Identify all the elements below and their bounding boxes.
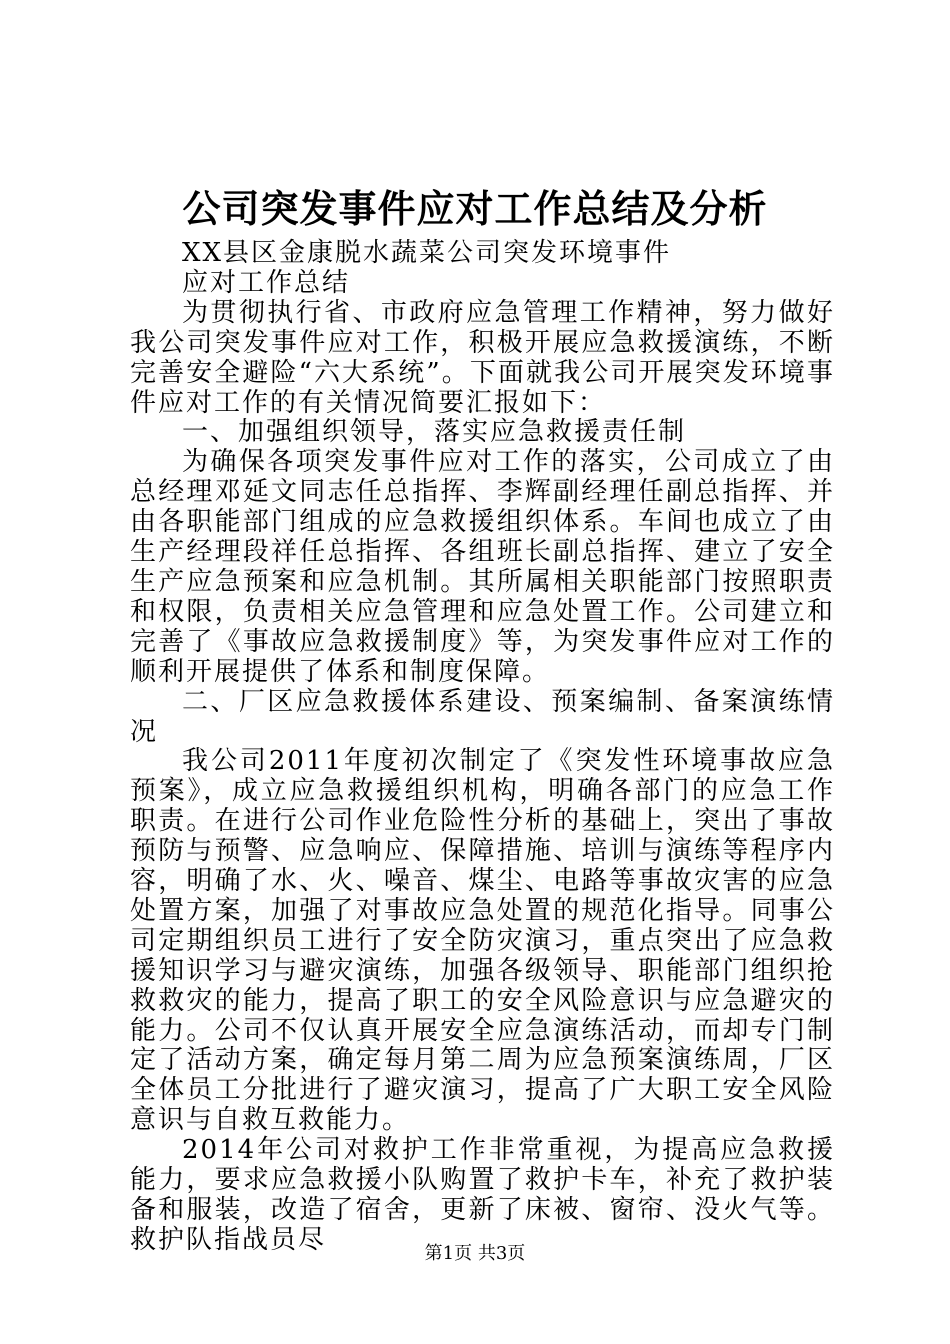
section-heading-2: 二、厂区应急救援体系建设、预案编制、备案演练情况 <box>130 686 835 747</box>
document-title: 公司突发事件应对工作总结及分析 <box>182 186 768 231</box>
paragraph-organization: 为确保各项突发事件应对工作的落实，公司成立了由总经理邓延文同志任总指挥、李辉副经理任副总指挥、并由各职能部门组成的应急救援组织体系。车间也成立了由生产经理段祥任总指挥、各组班长副总指挥、建立了安全生产应急预案和应急机制。其所属相关职能部门按照职责和权限，负责相关应急管理和应急处置工作。公司建立和完善了《事故应急救援制度》等，为突发事件应对工作的顺利开展提供了体系和制度保障。 <box>130 447 835 687</box>
paragraph-emergency-plan: 我公司2011年度初次制定了《突发性环境事故应急预案》，成立应急救援组织机构，明确各部门的应急工作职责。在进行公司作业危险性分析的基础上，突出了事故预防与预警、应急响应、保障措施、培训与演练等程序内容，明确了水、火、噪音、煤尘、电路等事故灾害的应急处置方案，加强了对事故应急处置的规范化指导。同事公司定期组织员工进行了安全防灾演习，重点突出了应急救援知识学习与避灾演练，加强各级领导、职能部门组织抢救救灾的能力，提高了职工的安全风险意识与应急避灾的能力。公司不仅认真开展安全应急演练活动，而却专门制定了活动方案，确定每月第二周为应急预案演练周，厂区全体员工分批进行了避灾演习，提高了广大职工安全风险意识与自救互救能力。 <box>130 746 835 1136</box>
paragraph-rescue-team: 2014年公司对救护工作非常重视，为提高应急救援能力，要求应急救援小队购置了救护卡车，补充了救护装备和服装，改造了宿舍，更新了床被、窗帘、没火气等。救护队指战员尽 <box>130 1135 835 1255</box>
subtitle-line-1: XX县区金康脱水蔬菜公司突发环境事件 <box>182 238 672 268</box>
paragraph-intro: 为贯彻执行省、市政府应急管理工作精神，努力做好我公司突发事件应对工作，积极开展应急救援演练，不断完善安全避险“六大系统”。下面就我公司开展突发环境事件应对工作的有关情况简要汇报如下： <box>130 297 835 418</box>
page-number-footer: 第1页 共3页 <box>424 1243 526 1264</box>
document-body <box>130 239 835 1256</box>
subtitle-line-2: 应对工作总结 <box>182 267 351 298</box>
section-heading-1: 一、加强组织领导，落实应急救援责任制 <box>182 417 687 448</box>
